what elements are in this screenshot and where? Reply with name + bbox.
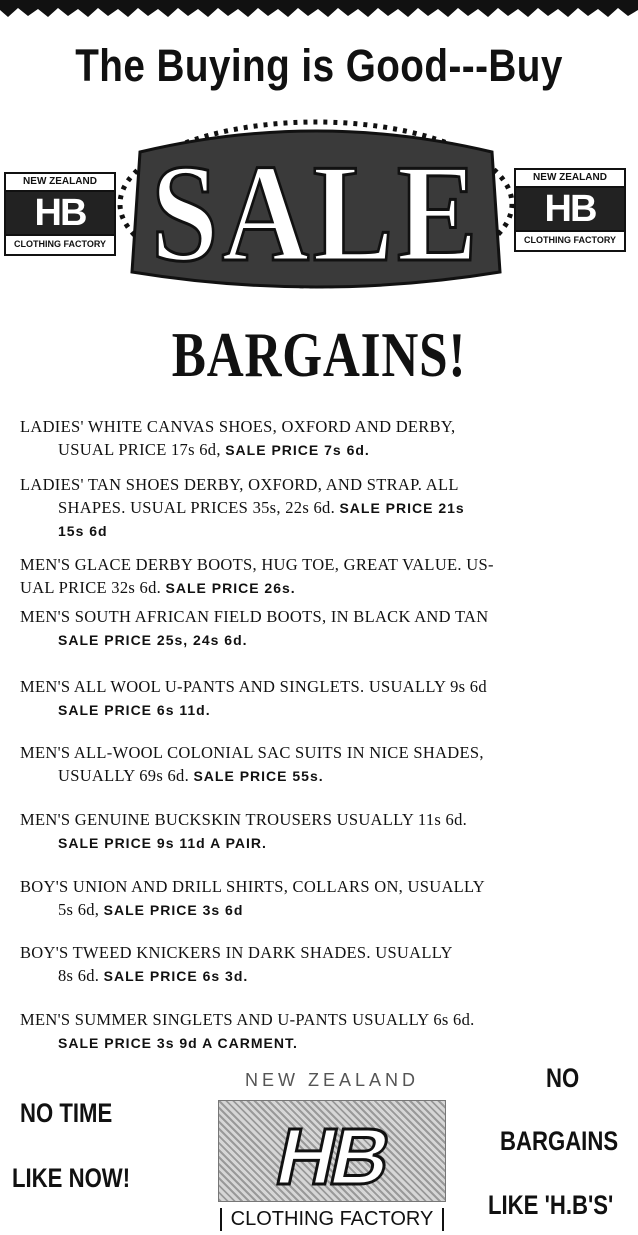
right-brand-bottom: CLOTHING FACTORY: [516, 230, 624, 248]
item-sale-price: SALE PRICE 9s 11d A PAIR.: [58, 835, 267, 851]
sale-banner: [0, 112, 638, 312]
list-item: [20, 675, 625, 722]
bargains-heading: BARGAINS!: [171, 319, 467, 390]
left-brand-bottom: CLOTHING FACTORY: [6, 234, 114, 252]
footer-tagline-line: NO: [546, 1063, 580, 1093]
item-usual: 8s 6d.: [58, 966, 100, 985]
item-line: MEN'S GLACE DERBY BOOTS, HUG TOE, GREAT VALUE. US-: [20, 555, 494, 574]
item-sale-price: SALE PRICE 26s.: [165, 580, 296, 596]
item-line: MEN'S SOUTH AFRICAN FIELD BOOTS, IN BLACK AND TAN: [20, 607, 489, 626]
footer-logo-top: NEW ZEALAND: [244, 1070, 420, 1090]
item-sale-price: SALE PRICE 3s 9d A CARMENT.: [58, 1035, 298, 1051]
footer-slogan-line: NO TIME: [20, 1098, 113, 1128]
item-sale-price-cont: 15s 6d: [58, 523, 108, 539]
list-item: [20, 605, 625, 652]
footer-tagline-line: LIKE 'H.B'S': [488, 1190, 614, 1220]
item-sale-price: SALE PRICE 3s 6d: [103, 902, 244, 918]
list-item: [20, 875, 625, 922]
item-sale-price: SALE PRICE 6s 3d.: [103, 968, 249, 984]
footer-logo-mono: HB: [268, 1112, 396, 1201]
torn-paper-edge: [0, 0, 638, 24]
left-brand-logo: [4, 172, 116, 256]
footer-logo-bottom: CLOTHING FACTORY: [220, 1208, 444, 1231]
list-item: [20, 941, 625, 988]
item-sale-price: SALE PRICE 25s, 24s 6d.: [58, 632, 248, 648]
headline: The Buying is Good---Buy: [75, 40, 563, 91]
footer-logo-panel: [218, 1100, 446, 1202]
footer-slogan-line: LIKE NOW!: [12, 1163, 131, 1193]
item-line: MEN'S SUMMER SINGLETS AND U-PANTS USUALLY 6s 6d.: [20, 1010, 475, 1029]
list-item: [20, 553, 625, 600]
item-line: MEN'S ALL-WOOL COLONIAL SAC SUITS IN NICE SHADES,: [20, 743, 484, 762]
right-brand-logo: [514, 168, 626, 252]
list-item: [20, 415, 625, 462]
list-item: [20, 741, 625, 788]
list-item: [20, 808, 625, 855]
item-line: BOY'S TWEED KNICKERS IN DARK SHADES. USUALLY: [20, 943, 453, 962]
item-line: MEN'S ALL WOOL U-PANTS AND SINGLETS. USUALLY 9s 6d: [20, 677, 487, 696]
item-line: BOY'S UNION AND DRILL SHIRTS, COLLARS ON, USUALLY: [20, 877, 485, 896]
item-line: MEN'S GENUINE BUCKSKIN TROUSERS USUALLY 11s 6d.: [20, 810, 468, 829]
footer-tagline-line: BARGAINS: [500, 1126, 619, 1156]
item-sale-price: SALE PRICE 55s.: [193, 768, 324, 784]
sale-word: SALE: [151, 136, 481, 291]
item-sale-price: SALE PRICE 21s: [339, 500, 465, 516]
item-usual: SHAPES. USUAL PRICES 35s, 22s 6d.: [58, 498, 336, 517]
item-line: LADIES' WHITE CANVAS SHOES, OXFORD AND DERBY,: [20, 417, 456, 436]
right-brand-mono: HB: [516, 188, 624, 230]
list-item: [20, 473, 625, 543]
item-sale-price: SALE PRICE 6s 11d.: [58, 702, 211, 718]
item-usual: UAL PRICE 32s 6d.: [20, 578, 162, 597]
item-usual: 5s 6d,: [58, 900, 100, 919]
list-item: [20, 1008, 625, 1055]
item-line: LADIES' TAN SHOES DERBY, OXFORD, AND STRAP. ALL: [20, 475, 459, 494]
footer-brand-logo: [212, 1070, 448, 1235]
left-brand-mono: HB: [6, 192, 114, 234]
right-brand-top: NEW ZEALAND: [516, 170, 624, 188]
item-usual: USUAL PRICE 17s 6d,: [58, 440, 221, 459]
left-brand-top: NEW ZEALAND: [6, 174, 114, 192]
item-sale-price: SALE PRICE 7s 6d.: [225, 442, 370, 458]
item-usual: USUALLY 69s 6d.: [58, 766, 190, 785]
